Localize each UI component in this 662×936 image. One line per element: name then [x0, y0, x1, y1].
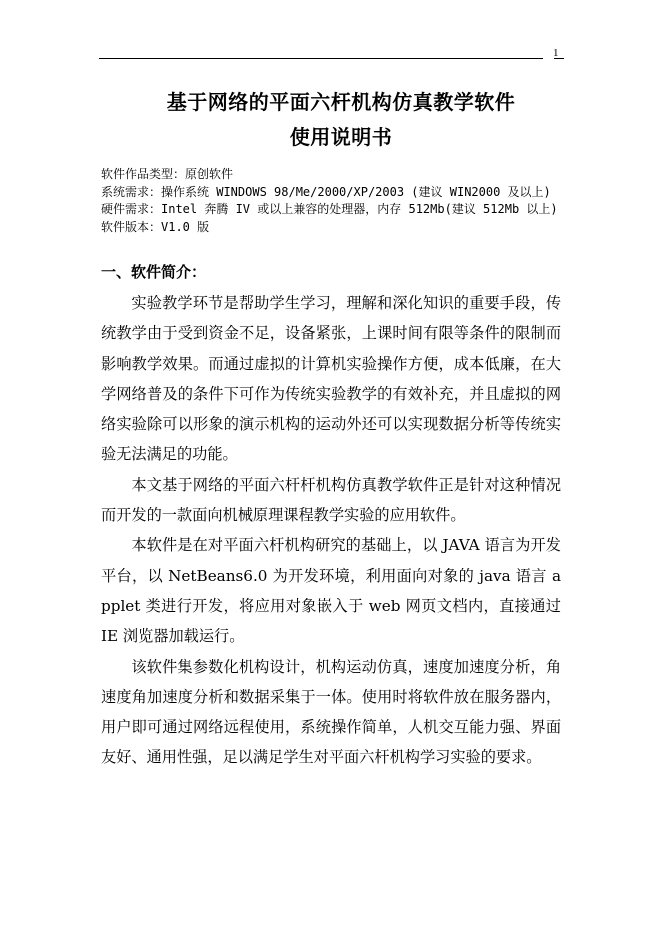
- software-info: [101, 166, 571, 237]
- document-subtitle: 使用说明书: [289, 125, 393, 149]
- header-rule-tick: [554, 58, 564, 59]
- document-title: 基于网络的平面六杆机构仿真教学软件: [166, 90, 516, 114]
- info-line-version: 软件版本：V1.0 版: [101, 220, 210, 235]
- paragraph: 本软件是在对平面六杆机构研究的基础上，以 JAVA 语言为开发平台，以 NetBeans6.0 为开发环境，利用面向对象的 java 语言 applet 类进行开发，将应用对象嵌入于 web 网页文档内，直接通过 IE 浏览器加载运行。: [101, 536, 561, 646]
- paragraph: 实验教学环节是帮助学生学习，理解和深化知识的重要手段，传统教学由于受到资金不足，设备紧张，上课时间有限等条件的限制而影响教学效果。而通过虚拟的计算机实验操作方便，成本低廉，在大学网络普及的条件下可作为传统实验教学的有效补充，并且虚拟的网络实验除可以形象的演示机构的运动外还可以实现数据分析等传统实验无法满足的功能。: [101, 294, 561, 464]
- info-line-system: 系统需求：操作系统 WINDOWS 98/Me/2000/XP/2003 (建议 WIN2000 及以上): [101, 184, 551, 199]
- paragraph: 本文基于网络的平面六杆杆机构仿真教学软件正是针对这种情况而开发的一款面向机械原理课程教学实验的应用软件。: [101, 475, 561, 525]
- section-heading: 一、软件简介：: [101, 263, 207, 281]
- info-line-hardware: 硬件需求：Intel 奔腾 IV 或以上兼容的处理器，内存 512Mb(建议 512Mb 以上): [101, 202, 558, 217]
- header-rule: [99, 58, 543, 59]
- section-body: [101, 288, 561, 773]
- paragraph: 该软件集参数化机构设计，机构运动仿真，速度加速度分析，角速度角加速度分析和数据采集于一体。使用时将软件放在服务器内，用户即可通过网络远程使用，系统操作简单，人机交互能力强、界面友好、通用性强，足以满足学生对平面六杆机构学习实验的要求。: [101, 657, 561, 767]
- info-line-type: 软件作品类型：原创软件: [101, 167, 234, 181]
- page-number: 1: [553, 47, 559, 59]
